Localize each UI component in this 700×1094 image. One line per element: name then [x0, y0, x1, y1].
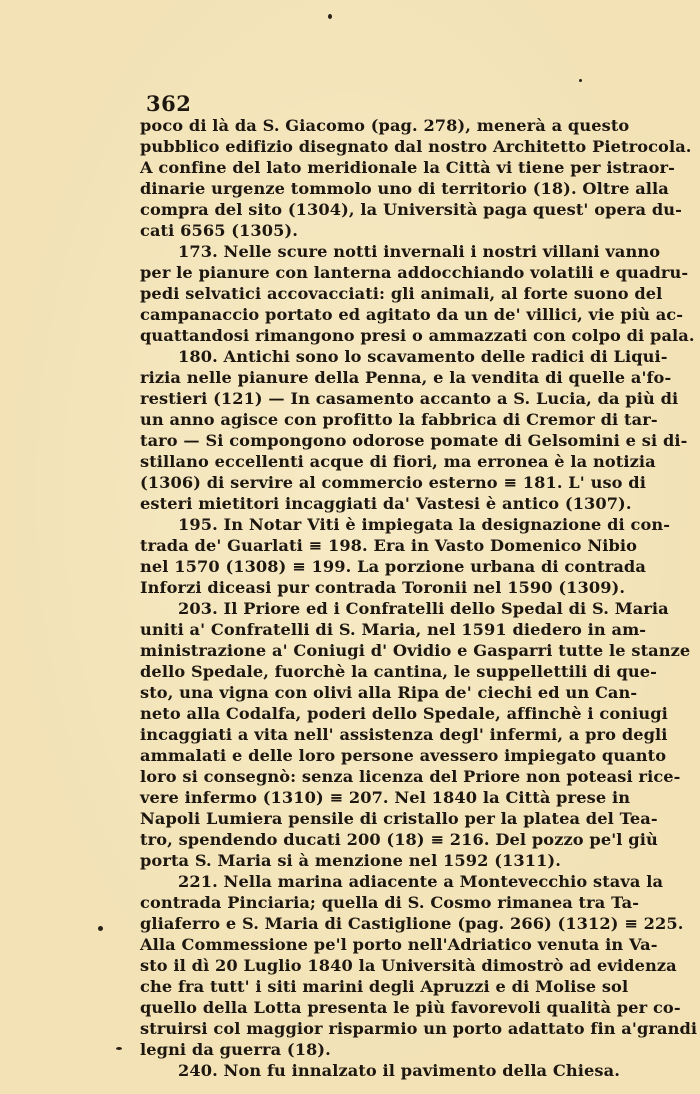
text-line: A confine del lato meridionale la Città vi tiene per istraor-: [140, 158, 675, 177]
ink-speck: [98, 926, 103, 931]
text-line: neto alla Codalfa, poderi dello Spedale, affinchè i coniugi: [140, 704, 668, 723]
text-line: Alla Commessione pe'l porto nell'Adriatico venuta in Va-: [140, 935, 658, 954]
text-line: loro si consegnò: senza licenza del Priore non poteasi rice-: [140, 767, 681, 786]
paragraph-195: 195. In Notar Viti è impiegata la designazione di con-: [178, 515, 671, 534]
text-line: porta S. Maria si à menzione nel 1592 (1311).: [140, 851, 561, 870]
text-line: rizia nelle pianure della Penna, e la vendita di quelle a'fo-: [140, 368, 672, 387]
text-line: stillano eccellenti acque di fiori, ma erronea è la notizia: [140, 452, 656, 471]
text-line: incaggiati a vita nell' assistenza degl' infermi, a pro degli: [140, 725, 668, 744]
text-line: nel 1570 (1308) ≡ 199. La porzione urbana di contrada: [140, 557, 646, 576]
text-line: poco di là da S. Giacomo (pag. 278), menerà a questo: [140, 116, 630, 135]
text-line: quello della Lotta presenta le più favorevoli qualità per co-: [140, 998, 681, 1017]
text-line: ministrazione a' Coniugi d' Ovidio e Gasparri tutte le stanze: [140, 641, 691, 660]
paragraph-173: 173. Nelle scure notti invernali i nostri villani vanno: [178, 242, 661, 261]
ink-speck: [116, 1047, 122, 1050]
body-text: [140, 115, 698, 1081]
text-line: trada de' Guarlati ≡ 198. Era in Vasto Domenico Nibio: [140, 536, 638, 555]
text-line: contrada Pinciaria; quella di S. Cosmo rimanea tra Ta-: [140, 893, 640, 912]
text-line: cati 6565 (1305).: [140, 221, 299, 240]
text-line: (1306) di servire al commercio esterno ≡ 181. L' uso di: [140, 473, 646, 492]
text-line: legni da guerra (18).: [140, 1040, 331, 1059]
text-line: Inforzi diceasi pur contrada Toronii nel 1590 (1309).: [140, 578, 626, 597]
paragraph-240: 240. Non fu innalzato il pavimento della Chiesa.: [178, 1061, 620, 1080]
text-line: struirsi col maggior risparmio un porto adattato fin a'grandi: [140, 1019, 698, 1038]
text-line: per le pianure con lanterna addocchiando volatili e quadru-: [140, 263, 689, 282]
text-line: quattandosi rimangono presi o ammazzati con colpo di pala.: [140, 326, 695, 345]
ink-speck: [579, 79, 582, 82]
paragraph-203: 203. Il Priore ed i Confratelli dello Spedal di S. Maria: [178, 599, 669, 618]
text-line: vere infermo (1310) ≡ 207. Nel 1840 la Città prese in: [140, 788, 631, 807]
ink-speck: [328, 14, 332, 19]
text-line: pubblico edifizio disegnato dal nostro Architetto Pietrocola.: [140, 137, 692, 156]
text-line: esteri mietitori incaggiati da' Vastesi è antico (1307).: [140, 494, 632, 513]
paragraph-221: 221. Nella marina adiacente a Montevecchio stava la: [178, 872, 664, 891]
text-line: un anno agisce con profitto la fabbrica di Cremor di tar-: [140, 410, 658, 429]
text-line: restieri (121) — In casamento accanto a S. Lucia, da più di: [140, 389, 679, 408]
text-line: tro, spendendo ducati 200 (18) ≡ 216. Del pozzo pe'l giù: [140, 830, 658, 849]
text-line: uniti a' Confratelli di S. Maria, nel 1591 diedero in am-: [140, 620, 647, 639]
text-line: Napoli Lumiera pensile di cristallo per la platea del Tea-: [140, 809, 658, 828]
text-line: sto, una vigna con olivi alla Ripa de' ciechi ed un Can-: [140, 683, 638, 702]
text-line: ammalati e delle loro persone avessero impiegato quanto: [140, 746, 667, 765]
paragraph-180: 180. Antichi sono lo scavamento delle radici di Liqui-: [178, 347, 668, 366]
text-line: compra del sito (1304), la Università paga quest' opera du-: [140, 200, 682, 219]
text-line: taro — Si compongono odorose pomate di Gelsomini e si di-: [140, 431, 688, 450]
text-line: dinarie urgenze tommolo uno di territorio (18). Oltre alla: [140, 179, 669, 198]
text-line: pedi selvatici accovacciati: gli animali, al forte suono del: [140, 284, 663, 303]
text-line: sto il dì 20 Luglio 1840 la Università dimostrò ad evidenza: [140, 956, 677, 975]
text-line: che fra tutt' i siti marini degli Apruzzi e di Molise sol: [140, 977, 629, 996]
text-line: gliaferro e S. Maria di Castiglione (pag. 266) (1312) ≡ 225.: [140, 914, 684, 933]
text-line: campanaccio portato ed agitato da un de' villici, vie più ac-: [140, 305, 684, 324]
text-line: dello Spedale, fuorchè la cantina, le suppellettili di que-: [140, 662, 657, 681]
page-number: 362: [146, 91, 192, 116]
